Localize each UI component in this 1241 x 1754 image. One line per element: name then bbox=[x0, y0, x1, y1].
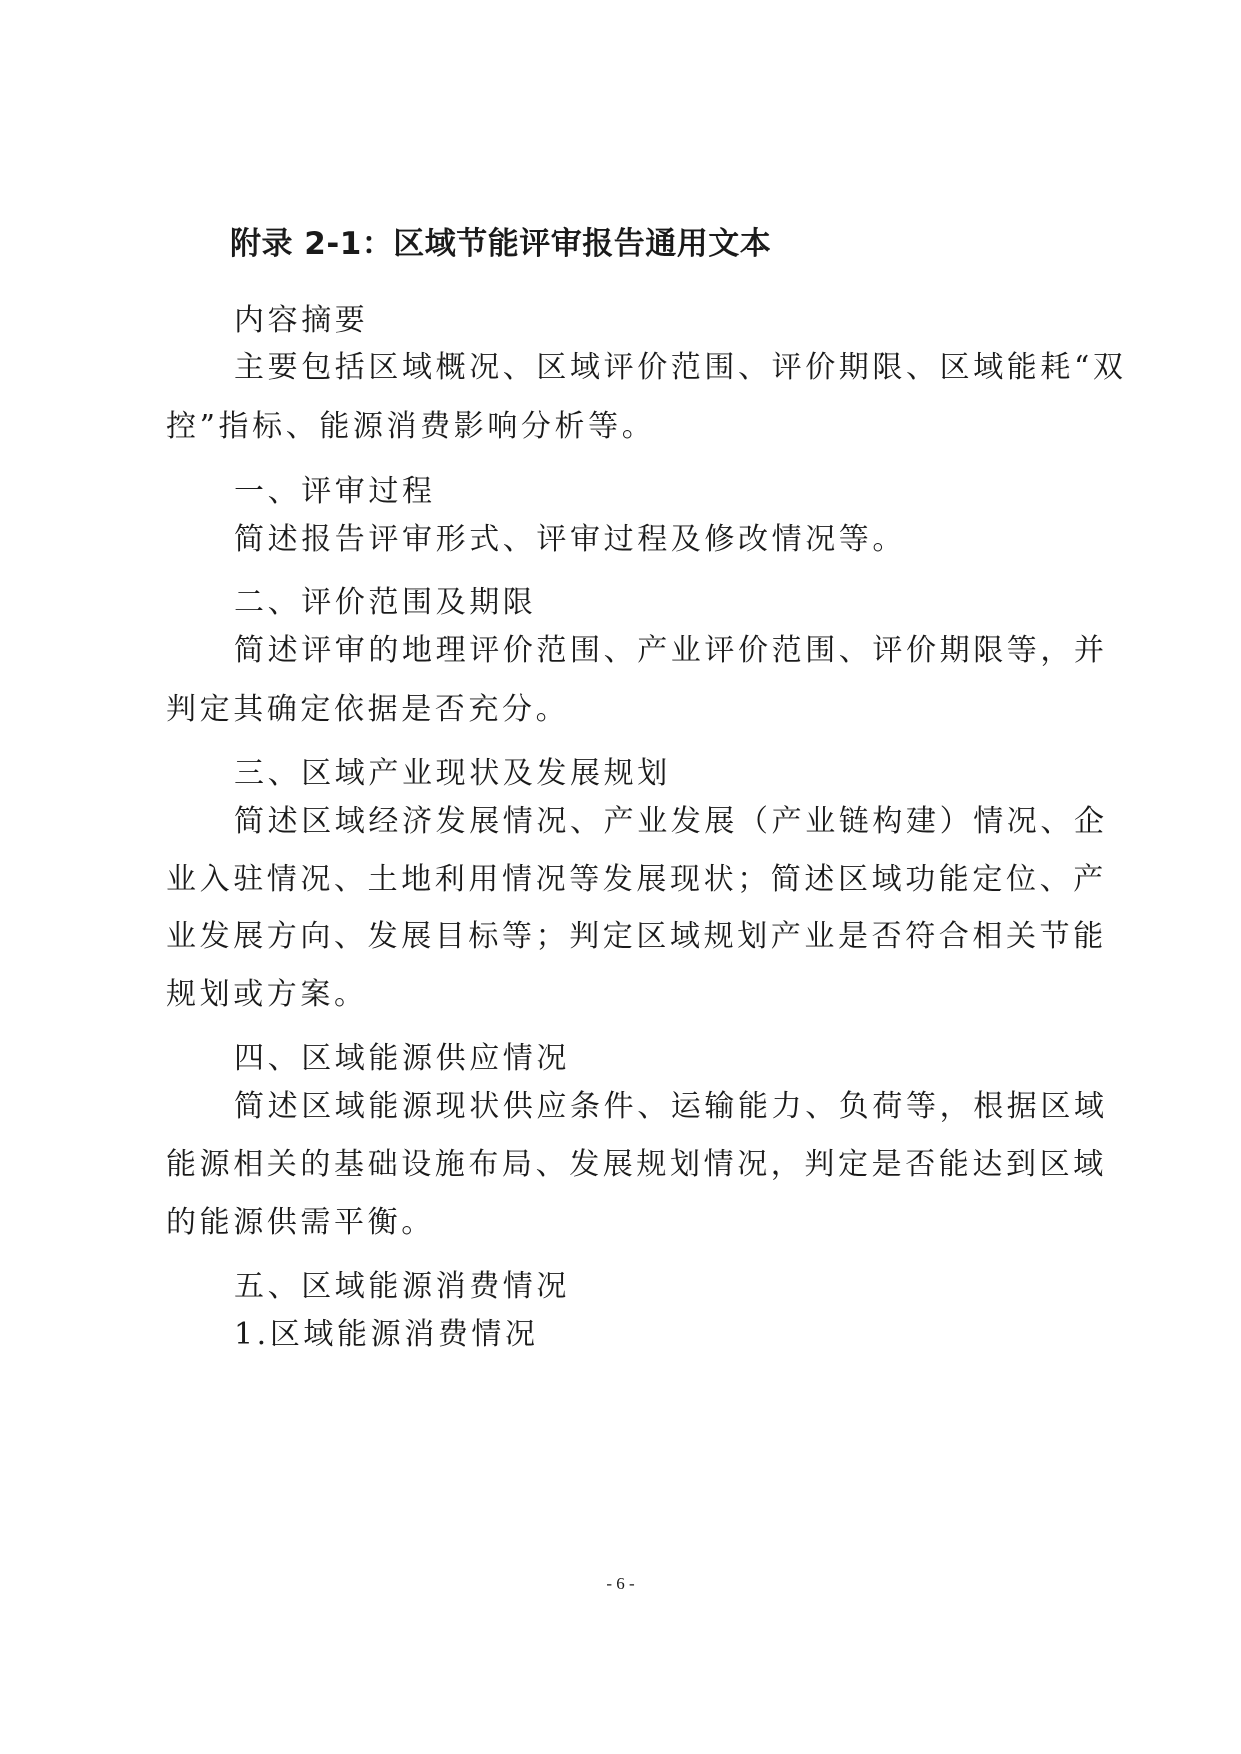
section-3-heading: 三、区域产业现状及发展规划 bbox=[234, 756, 671, 791]
section-3-paragraph-line-4: 规划或方案。 bbox=[166, 977, 368, 1012]
section-4-paragraph-line-1: 简述区域能源现状供应条件、运输能力、负荷等，根据区域 bbox=[234, 1089, 1108, 1124]
section-5-heading: 五、区域能源消费情况 bbox=[234, 1269, 570, 1304]
section-3-paragraph-line-2: 业入驻情况、土地利用情况等发展现状；简述区域功能定位、产 bbox=[166, 862, 1107, 897]
appendix-title: 附录 2-1：区域节能评审报告通用文本 bbox=[230, 226, 772, 262]
section-4-paragraph-line-3: 的能源供需平衡。 bbox=[166, 1205, 435, 1240]
section-4-paragraph-line-2: 能源相关的基础设施布局、发展规划情况，判定是否能达到区域 bbox=[166, 1147, 1107, 1182]
summary-heading: 内容摘要 bbox=[234, 303, 369, 338]
summary-paragraph-line-1: 主要包括区域概况、区域评价范围、评价期限、区域能耗“双 bbox=[234, 350, 1127, 385]
page-number: - 6 - bbox=[606, 1574, 635, 1593]
section-1-heading: 一、评审过程 bbox=[234, 474, 436, 509]
section-5-subheading: 1.区域能源消费情况 bbox=[234, 1317, 539, 1352]
section-2-paragraph-line-1: 简述评审的地理评价范围、产业评价范围、评价期限等，并 bbox=[234, 633, 1108, 668]
section-1-paragraph-line-1: 简述报告评审形式、评审过程及修改情况等。 bbox=[234, 522, 906, 557]
section-3-paragraph-line-3: 业发展方向、发展目标等；判定区域规划产业是否符合相关节能 bbox=[166, 919, 1107, 954]
section-4-heading: 四、区域能源供应情况 bbox=[234, 1041, 570, 1076]
section-3-paragraph-line-1: 简述区域经济发展情况、产业发展（产业链构建）情况、企 bbox=[234, 804, 1108, 839]
section-2-paragraph-line-2: 判定其确定依据是否充分。 bbox=[166, 692, 570, 727]
summary-paragraph-line-2: 控”指标、能源消费影响分析等。 bbox=[166, 409, 656, 444]
section-2-heading: 二、评价范围及期限 bbox=[234, 585, 537, 620]
